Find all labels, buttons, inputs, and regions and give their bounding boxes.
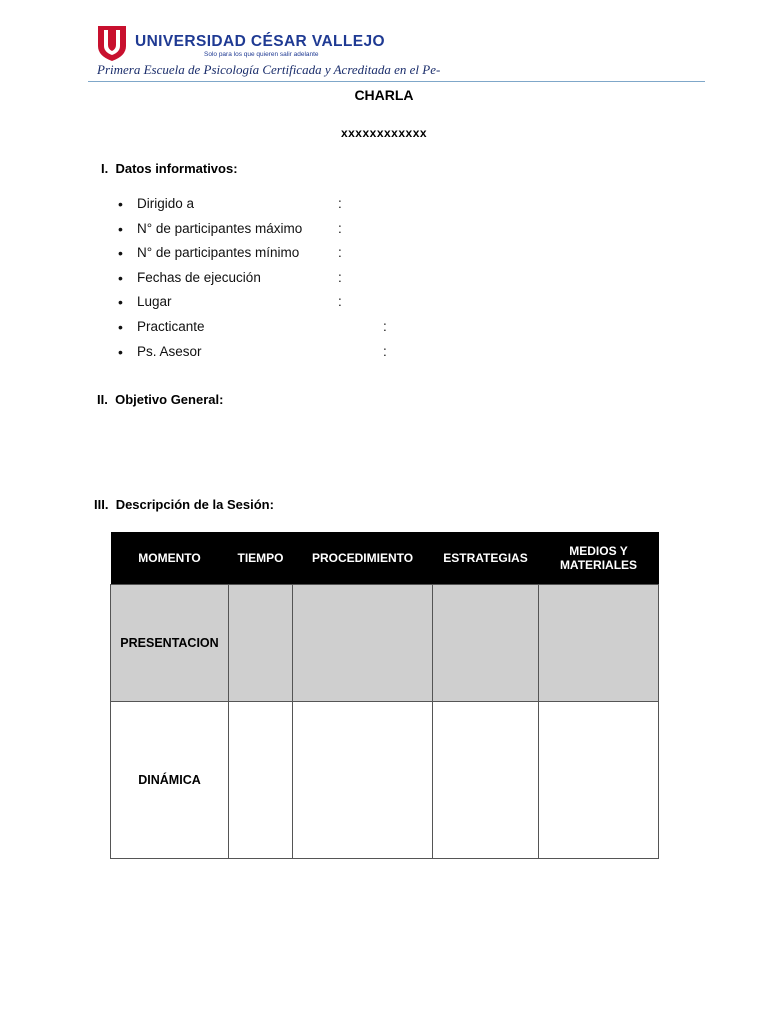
bullet-icon: • [118, 343, 123, 360]
bullet-icon: • [118, 245, 123, 262]
university-name: UNIVERSIDAD CÉSAR VALLEJO [135, 33, 385, 50]
bullet-icon: • [118, 269, 123, 286]
info-label: Practicante [137, 318, 205, 334]
bullet-icon: • [118, 196, 123, 212]
school-line: Primera Escuela de Psicología Certificada y Acreditada en el Pe- [97, 62, 441, 77]
session-table [110, 532, 659, 859]
section-number: II. [97, 392, 108, 407]
row-label-dinamica: DINÁMICA [111, 702, 229, 859]
section-number: III. [94, 497, 109, 512]
university-tagline: Solo para los que quieren salir adelante [204, 51, 319, 58]
section-heading: Objetivo General: [115, 392, 224, 407]
section-descripcion-sesion [94, 497, 274, 512]
table-cell [229, 585, 293, 702]
header-divider [88, 81, 705, 82]
bullet-icon: • [118, 294, 123, 311]
table-cell [293, 585, 433, 702]
info-label: Lugar [137, 294, 172, 310]
section-objetivo-general [97, 392, 223, 407]
info-label: Fechas de ejecución [137, 269, 261, 285]
info-separator: : [338, 294, 342, 310]
info-separator: : [383, 343, 387, 359]
info-separator: : [338, 269, 342, 285]
table-cell [293, 702, 433, 859]
info-separator: : [383, 318, 387, 334]
info-label: N° de participantes máximo [137, 220, 303, 236]
column-header-procedimiento: PROCEDIMIENTO [293, 532, 433, 585]
row-label-presentacion: PRESENTACION [111, 585, 229, 702]
info-separator: : [338, 245, 342, 261]
section-datos-informativos [101, 161, 238, 176]
document-subtitle: xxxxxxxxxxxx [340, 126, 428, 140]
table-cell [229, 702, 293, 859]
info-separator: : [338, 196, 342, 211]
section-number: I. [101, 161, 109, 176]
bullet-icon: • [118, 318, 123, 335]
section-heading: Descripción de la Sesión: [115, 497, 274, 512]
section-heading: Datos informativos: [115, 161, 238, 176]
info-label: Dirigido a [137, 196, 195, 211]
table-cell [433, 585, 539, 702]
table-row [111, 585, 659, 702]
table-cell [539, 585, 659, 702]
table-header-row [111, 532, 659, 585]
table-cell [433, 702, 539, 859]
document-title: CHARLA [354, 87, 414, 103]
column-header-estrategias: ESTRATEGIAS [433, 532, 539, 585]
university-logo [96, 24, 128, 62]
table-cell [539, 702, 659, 859]
info-separator: : [338, 220, 342, 236]
info-label: N° de participantes mínimo [137, 245, 300, 261]
info-label: Ps. Asesor [137, 343, 202, 359]
column-header-momento: MOMENTO [111, 532, 229, 585]
column-header-tiempo: TIEMPO [229, 532, 293, 585]
column-header-medios: MEDIOS Y MATERIALES [539, 532, 659, 585]
bullet-icon: • [118, 220, 123, 237]
table-row [111, 702, 659, 859]
